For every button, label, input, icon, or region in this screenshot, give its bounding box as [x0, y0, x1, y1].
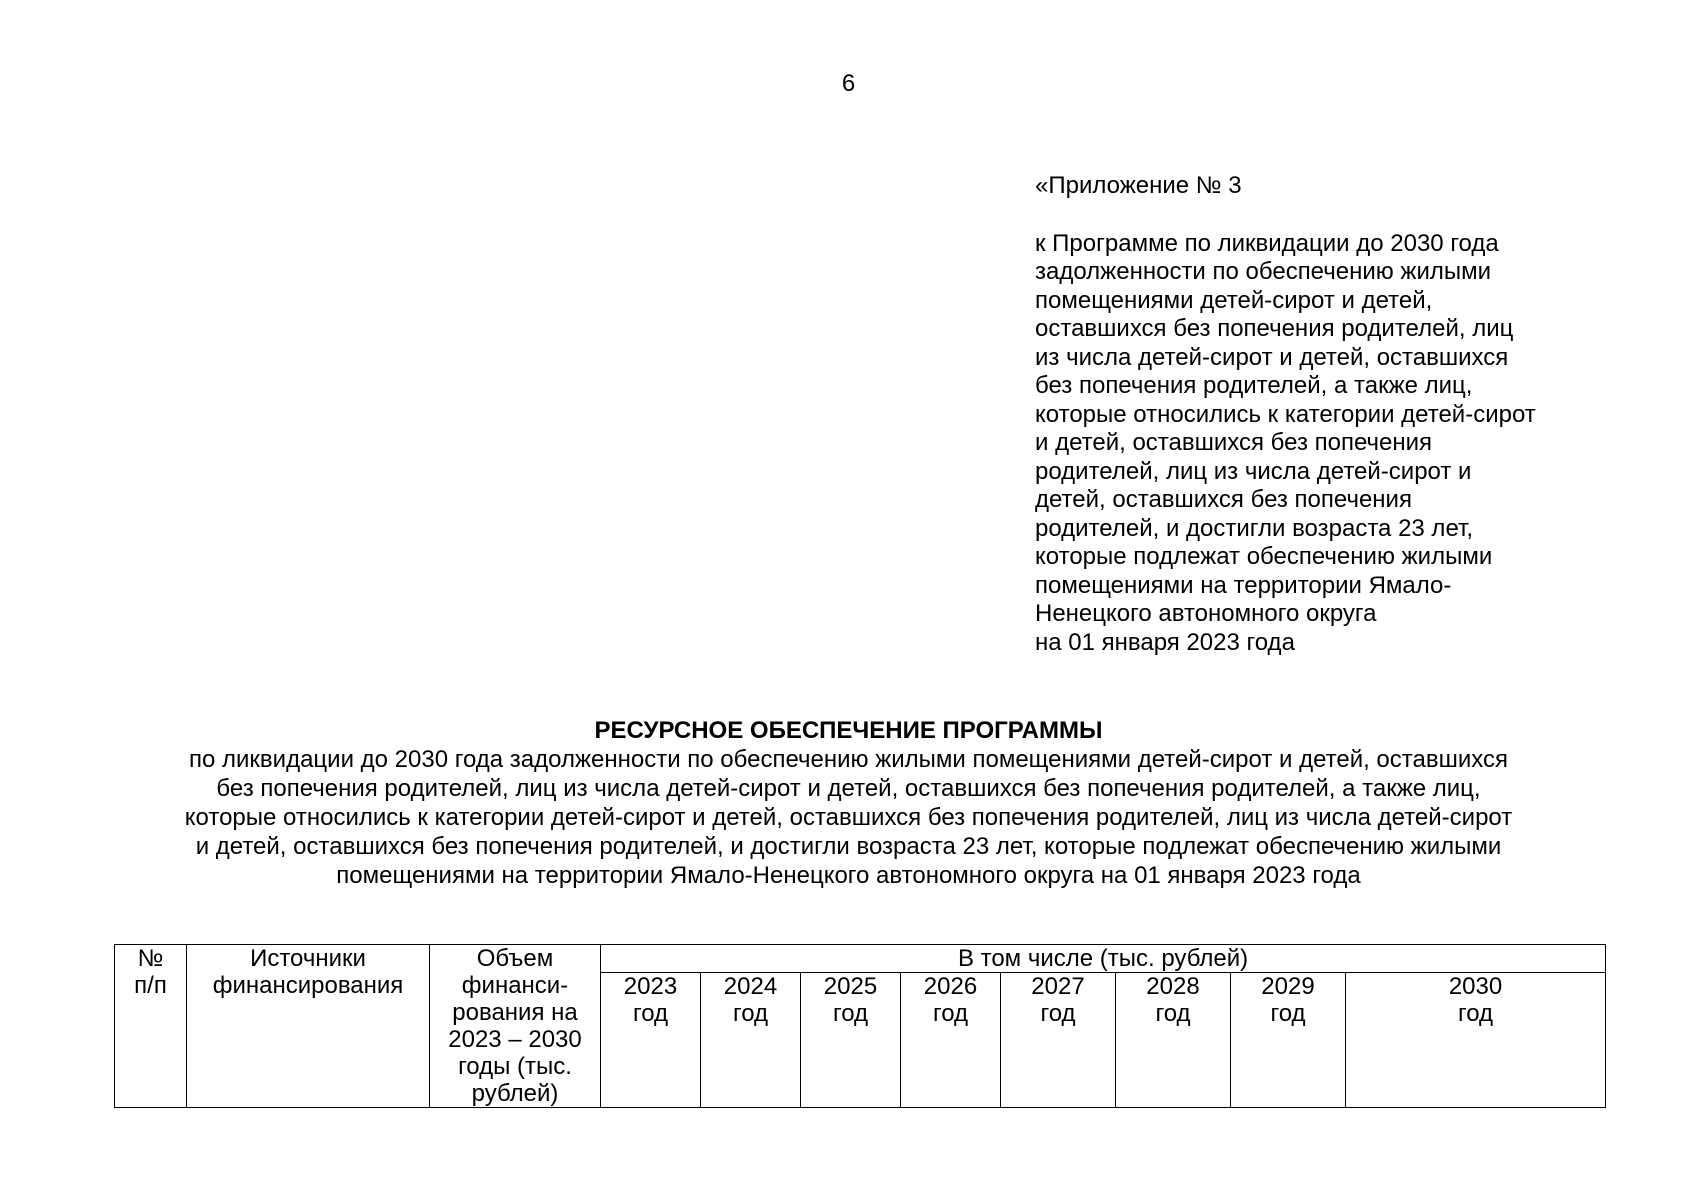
header-year-2028 [1116, 973, 1231, 1108]
document-heading [0, 716, 1697, 890]
header-year-2027 [1001, 973, 1116, 1108]
appendix-line: к Программе по ликвидации до 2030 года [1035, 229, 1499, 257]
appendix-line: родителей, лиц из числа детей-сирот и [1035, 457, 1472, 485]
header-year-2025 [801, 973, 901, 1108]
appendix-line: и детей, оставшихся без попечения [1035, 429, 1433, 456]
header-number-line: п/п [134, 972, 167, 999]
header-sources-line: Источники [250, 945, 366, 972]
appendix-line: детей, оставшихся без попечения [1035, 486, 1412, 513]
year-unit: год [1040, 1000, 1076, 1028]
header-volume [430, 945, 601, 1108]
year-unit: год [632, 1000, 669, 1028]
appendix-line: которые подлежат обеспечению жилыми [1035, 543, 1493, 570]
header-volume-line: рования на [452, 999, 578, 1026]
year-label: 2029 [1261, 973, 1315, 1001]
year-label: 2027 [1031, 973, 1085, 1001]
heading-line: помещениями на территории Ямало-Ненецкого автономного округа на 01 января 2023 года [336, 862, 1361, 889]
document-title: РЕСУРСНОЕ ОБЕСПЕЧЕНИЕ ПРОГРАММЫ [594, 717, 1103, 744]
year-label: 2024 [723, 973, 778, 1001]
year-unit: год [832, 1000, 869, 1028]
header-year-2024 [701, 973, 801, 1108]
appendix-line: которые относились к категории детей-сирот [1035, 400, 1536, 428]
header-sources [187, 945, 430, 1108]
heading-line: и детей, оставшихся без попечения родителей, и достигли возраста 23 лет, которые подлежат обеспечению жилыми [195, 833, 1502, 860]
year-label: 2026 [923, 973, 978, 1001]
year-unit: год [1458, 1000, 1494, 1028]
appendix-line: Ненецкого автономного округа [1035, 600, 1377, 627]
year-unit: год [932, 1000, 969, 1028]
year-unit: год [732, 1000, 769, 1028]
appendix-block [1035, 172, 1635, 657]
header-volume-line: Объем [476, 945, 554, 972]
appendix-label: «Приложение № 3 [1035, 172, 1242, 199]
header-sources-line: финансирования [212, 972, 404, 999]
appendix-line: из числа детей-сирот и детей, оставшихся [1035, 343, 1509, 371]
header-volume-line: годы (тыс. [458, 1053, 572, 1080]
appendix-line: родителей, и достигли возраста 23 лет, [1035, 514, 1473, 542]
funding-table [114, 944, 1606, 1108]
appendix-line: задолженности по обеспечению жилыми [1035, 258, 1492, 285]
header-volume-line: 2023 – 2030 [448, 1026, 582, 1053]
header-number-line: № [137, 945, 164, 972]
header-number [115, 945, 187, 1108]
header-volume-line: рублей) [471, 1080, 559, 1107]
year-unit: год [1155, 1000, 1191, 1028]
header-year-2026 [901, 973, 1001, 1108]
appendix-line: на 01 января 2023 года [1035, 628, 1295, 656]
year-label: 2025 [823, 973, 878, 1001]
header-volume-line: финанси- [461, 972, 569, 999]
year-label: 2028 [1146, 973, 1200, 1001]
heading-line: которые относились к категории детей-сирот и детей, оставшихся без попечения родителей, лиц из числа детей-сирот [184, 804, 1513, 831]
table-header-row [115, 945, 1606, 973]
appendix-line: без попечения родителей, а также лиц, [1035, 372, 1473, 399]
year-label: 2023 [623, 973, 678, 1001]
header-year-2030 [1346, 973, 1606, 1108]
header-year-2023 [601, 973, 701, 1108]
appendix-line: помещениями на территории Ямало- [1035, 571, 1452, 599]
header-group: В том числе (тыс. рублей) [601, 945, 1606, 973]
year-label: 2030 [1448, 973, 1503, 1001]
appendix-gap [1035, 201, 1635, 230]
page-number: 6 [841, 70, 856, 97]
appendix-line: оставшихся без попечения родителей, лиц [1035, 315, 1514, 342]
appendix-line: помещениями детей-сирот и детей, [1035, 286, 1433, 314]
header-year-2029 [1231, 973, 1346, 1108]
heading-line: без попечения родителей, лиц из числа детей-сирот и детей, оставшихся без попечения родителей, а также лиц, [216, 775, 1481, 802]
heading-line: по ликвидации до 2030 года задолженности по обеспечению жилыми помещениями детей-сирот и детей, оставшихся [188, 746, 1508, 773]
year-unit: год [1270, 1000, 1306, 1028]
